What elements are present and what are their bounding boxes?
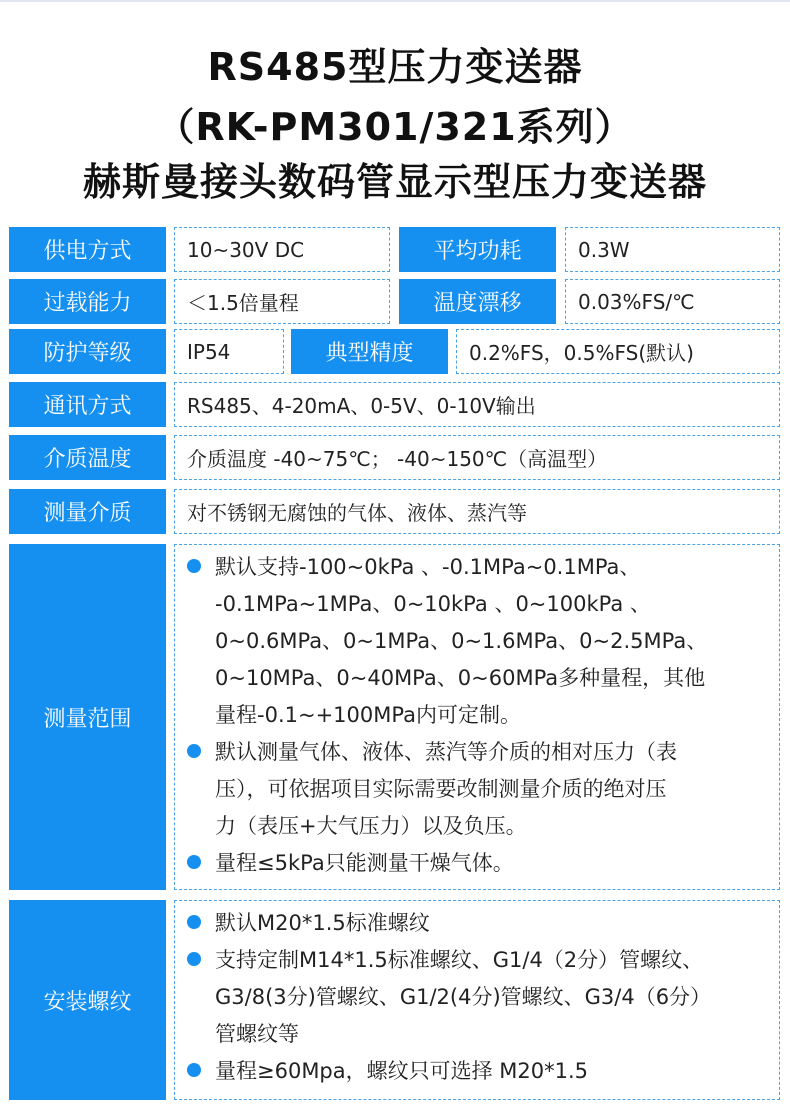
range-bullet-1 [187, 549, 771, 734]
value-protection: IP54 [174, 329, 284, 374]
range-b1-line4: 0~10MPa、0~40MPa、0~60MPa多种量程，其他 [215, 666, 706, 690]
bullet-dot-icon [187, 855, 201, 869]
value-temp-drift: 0.03%FS/℃ [565, 279, 780, 324]
thread-b2-line3: 管螺纹等 [215, 1022, 299, 1046]
range-description [174, 544, 780, 890]
label-overload: 过载能力 [9, 279, 166, 324]
value-communication: RS485、4-20mA、0-5V、0-10V输出 [174, 382, 780, 427]
range-b3-line1: 量程≤5kPa只能测量干燥气体。 [215, 851, 514, 875]
label-communication: 通讯方式 [9, 382, 166, 427]
bullet-dot-icon [187, 952, 201, 966]
page-title-line2: （RK-PM301/321系列） [156, 105, 634, 149]
range-b2-line2: 压），可依据项目实际需要改制测量介质的绝对压 [215, 777, 667, 801]
range-b1-line3: 0~0.6MPa、0~1MPa、0~1.6MPa、0~2.5MPa、 [215, 629, 708, 653]
thread-b3-line1: 量程≥60Mpa，螺纹只可选择 M20*1.5 [215, 1059, 589, 1083]
label-thread: 安装螺纹 [9, 900, 166, 1100]
bullet-dot-icon [187, 915, 201, 929]
value-power-supply: 10~30V DC [174, 227, 390, 272]
value-accuracy: 0.2%FS，0.5%FS(默认) [456, 329, 780, 374]
thread-bullet-2 [187, 942, 771, 1053]
range-bullet-2 [187, 734, 771, 845]
thread-description [174, 900, 780, 1100]
label-avg-power: 平均功耗 [399, 227, 556, 272]
thread-b2-line2: G3/8(3分)管螺纹、G1/2(4分)管螺纹、G3/4（6分） [215, 985, 712, 1009]
thread-bullet-3 [187, 1053, 771, 1090]
top-divider [0, 0, 790, 2]
range-b1-line2: -0.1MPa~1MPa、0~10kPa 、0~100kPa 、 [215, 592, 651, 616]
thread-b1-line1: 默认M20*1.5标准螺纹 [215, 911, 430, 935]
value-avg-power: 0.3W [565, 227, 780, 272]
page-title-line1: RS485型压力变送器 [207, 45, 583, 89]
bullet-dot-icon [187, 744, 201, 758]
range-b2-line1: 默认测量气体、液体、蒸汽等介质的相对压力（表 [215, 740, 677, 764]
label-medium: 测量介质 [9, 489, 166, 534]
label-accuracy: 典型精度 [291, 329, 448, 374]
value-overload: ＜1.5倍量程 [174, 279, 390, 324]
label-medium-temp: 介质温度 [9, 435, 166, 480]
page-title-line3: 赫斯曼接头数码管显示型压力变送器 [82, 160, 707, 204]
bullet-dot-icon [187, 559, 201, 573]
range-bullet-3 [187, 845, 771, 882]
label-power-supply: 供电方式 [9, 227, 166, 272]
thread-b2-line1: 支持定制M14*1.5标准螺纹、G1/4（2分）管螺纹、 [215, 948, 704, 972]
label-protection: 防护等级 [9, 329, 166, 374]
label-measure-range: 测量范围 [9, 544, 166, 890]
label-temp-drift: 温度漂移 [399, 279, 556, 324]
range-b2-line3: 力（表压+大气压力）以及负压。 [215, 814, 527, 838]
value-medium: 对不锈钢无腐蚀的气体、液体、蒸汽等 [174, 489, 780, 534]
bullet-dot-icon [187, 1063, 201, 1077]
range-b1-line5: 量程-0.1~+100MPa内可定制。 [215, 703, 521, 727]
range-b1-line1: 默认支持-100~0kPa 、-0.1MPa~0.1MPa、 [215, 555, 641, 579]
thread-bullet-1 [187, 905, 771, 942]
value-medium-temp: 介质温度 -40~75℃； -40~150℃（高温型） [174, 435, 780, 480]
